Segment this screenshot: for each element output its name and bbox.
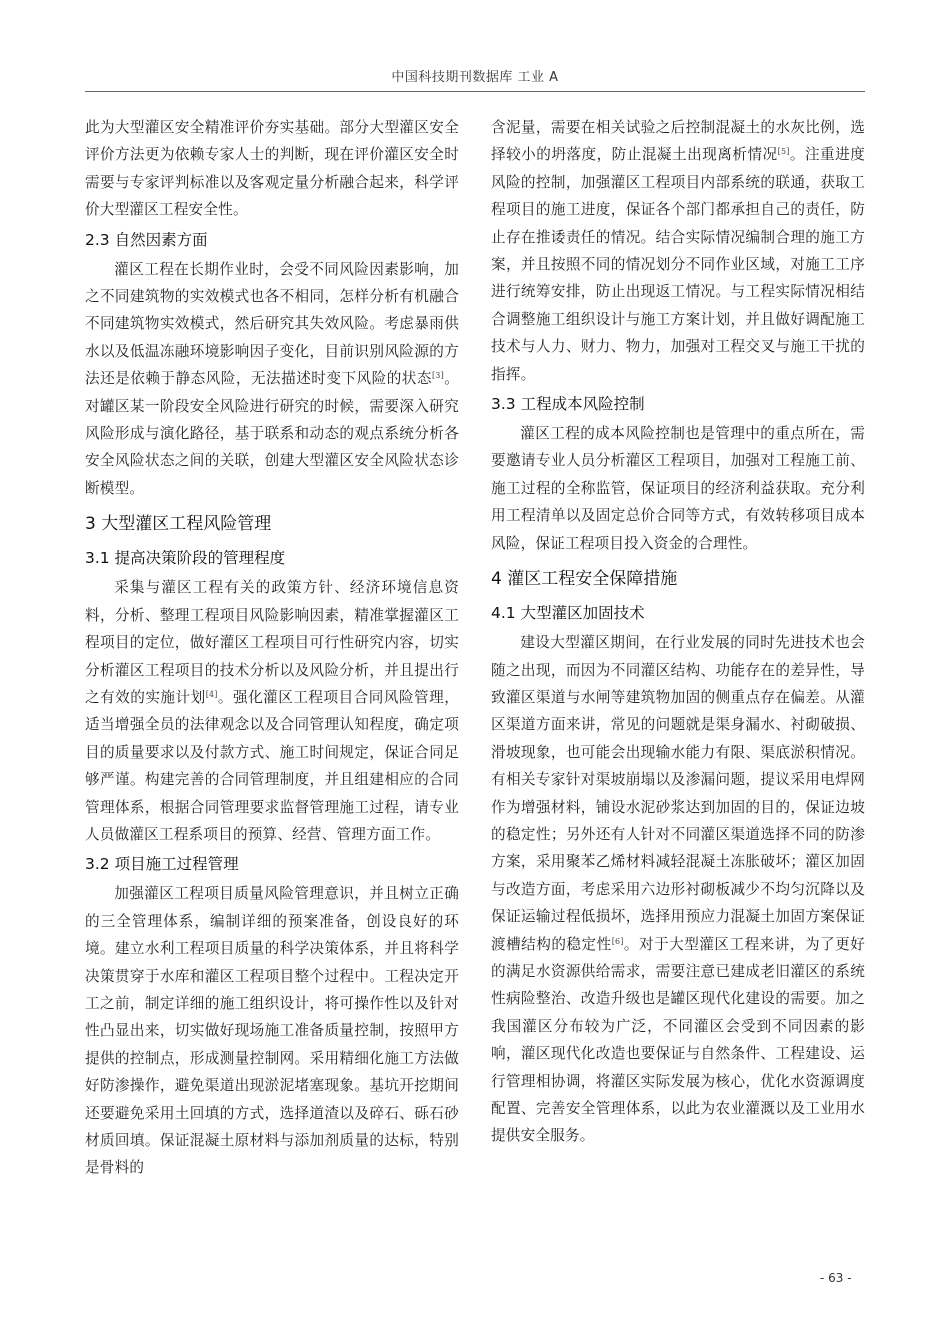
left-column	[85, 114, 459, 1182]
paragraph	[491, 114, 865, 388]
right-column	[491, 114, 865, 1150]
paragraph-text: 灌区工程在长期作业时，会受不同风险因素影响，加之不同建筑物的实效模式也各不相同，怎样分析有机融合不同建筑物实效模式，然后研究其失效风险。考虑暴雨供水以及低温冻融环境影响因子变化，目前识别风险源的方法还是依赖于静态风险，无法描述时变下风险的状态	[85, 260, 459, 388]
citation-ref[interactable]: [5]	[777, 147, 790, 157]
page-number: - 63 -	[820, 1271, 852, 1285]
section-heading-3-1: 3.1 提高决策阶段的管理程度	[85, 549, 286, 568]
paragraph-text: 采集与灌区工程有关的政策方针、经济环境信息资料，分析、整理工程项目风险影响因素，精准掌握灌区工程项目的定位，做好灌区工程项目可行性研究内容，切实分析灌区工程项目的技术分析以及风险分析，并且提出行之有效的实施计划	[85, 579, 459, 706]
paragraph	[85, 256, 459, 503]
citation-ref[interactable]: [4]	[205, 689, 218, 699]
paragraph: 加强灌区工程项目质量风险管理意识，并且树立正确的三全管理体系，编制详细的预案准备，创设良好的环境。建立水利工程项目质量的科学决策体系，并且将科学决策贯穿于水库和灌区工程项目整个过程中。工程决定开工之前，制定详细的施工组织设计，将可操作性以及针对性凸显出来，切实做好现场施工准备质量控制，按照甲方提供的控制点，形成测量控制网。采用精细化施工方法做好防渗操作，避免渠道出现淤泥堵塞现象。基坑开挖期间还要避免采用土回填的方式，选择道渣以及碎石、砾石砂材质回填。保证混凝土原材料与添加剂质量的达标，特别是骨料的	[85, 885, 459, 1177]
section-heading-3-2: 3.2 项目施工过程管理	[85, 855, 239, 874]
paragraph-text: 。注重进度风险的控制，加强灌区工程项目内部系统的联通，获取工程项目的施工进度，保证各个部门都承担自己的责任，防止存在推诿责任的情况。结合实际情况编制合理的施工方案，并且按照不同的情况划分不同作业区域，对施工工序进行统筹安排，防止出现返工情况。与工程实际情况相结合调整施工组织设计与施工方案计划，并且做好调配施工技术与人力、财力、物力，加强对工程交叉与施工干扰的指挥。	[491, 146, 865, 383]
paragraph-text: 。强化灌区工程项目合同风险管理，适当增强全员的法律观念以及合同管理认知程度，确定项目的质量要求以及付款方式、施工时间规定，保证合同足够严谨。构建完善的合同管理制度，并且组建相应的合同管理体系，根据合同管理要求监督管理施工过程，请专业人员做灌区工程系项目的预算、经营、管理方面工作。	[85, 688, 459, 843]
section-heading-4: 4 灌区工程安全保障措施	[491, 569, 678, 590]
paragraph	[85, 574, 459, 848]
paragraph-text: 。对罐区某一阶段安全风险进行研究的时候，需要深入研究风险形成与演化路径，基于联系和动态的观点系统分析各安全风险状态之间的关联，创建大型灌区安全风险状态诊断模型。	[85, 370, 459, 497]
paragraph-text: 建设大型灌区期间，在行业发展的同时先进技术也会随之出现，而因为不同灌区结构、功能存在的差异性，导致灌区渠道与水闸等建筑物加固的侧重点存在偏差。从灌区渠道方面来讲，常见的问题就是渠身漏水、衬砌破损、滑坡现象，也可能会出现输水能力有限、渠底淤积情况。有相关专家针对渠坡崩塌以及渗漏问题，提议采用电焊网作为增强材料，铺设水泥砂浆达到加固的目的，保证边坡的稳定性；另外还有人针对不同灌区渠道选择不同的防渗方案，采用聚苯乙烯材料减轻混凝土冻胀破坏；灌区加固与改造方面，考虑采用六边形衬砌板减少不均匀沉降以及保证运输过程低损坏，选择用预应力混凝土加固方案保证渡槽结构的稳定性	[491, 634, 865, 953]
citation-ref[interactable]: [3]	[431, 371, 444, 381]
section-heading-3: 3 大型灌区工程风险管理	[85, 514, 272, 535]
section-heading-4-1: 4.1 大型灌区加固技术	[491, 604, 645, 623]
paragraph-text: 。对于大型灌区工程来讲，为了更好的满足水资源供给需求，需要注意已建成老旧灌区的系统性病险整治、改造升级也是罐区现代化建设的需要。加之我国灌区分布较为广泛，不同灌区会受到不同因素的影响，灌区现代化改造也要保证与自然条件、工程建设、运行管理相协调，将灌区实际发展为核心，优化水资源调度配置、完善安全管理体系，以此为农业灌溉以及工业用水提供安全服务。	[491, 935, 865, 1145]
header-rule	[85, 91, 865, 92]
running-header: 中国科技期刊数据库 工业 A	[391, 70, 559, 85]
section-heading-3-3: 3.3 工程成本风险控制	[491, 395, 645, 414]
paragraph: 灌区工程的成本风险控制也是管理中的重点所在，需要邀请专业人员分析灌区工程项目，加强对工程施工前、施工过程的全称监管，保证项目的经济利益获取。充分利用工程清单以及固定总价合同等方式，有效转移项目成本风险，保证工程项目投入资金的合理性。	[491, 425, 865, 552]
paragraph	[491, 629, 865, 1150]
paragraph-text: 含泥量，需要在相关试验之后控制混凝土的水灰比例，选择较小的坍落度，防止混凝土出现离析情况	[491, 119, 865, 164]
citation-ref[interactable]: [6]	[611, 936, 624, 946]
section-heading-2-3: 2.3 自然因素方面	[85, 230, 208, 249]
paragraph: 此为大型灌区安全精准评价夯实基础。部分大型灌区安全评价方法更为依赖专家人士的判断，现在评价灌区安全时需要与专家评判标准以及客观定量分析融合起来，科学评价大型灌区工程安全性。	[85, 119, 459, 219]
